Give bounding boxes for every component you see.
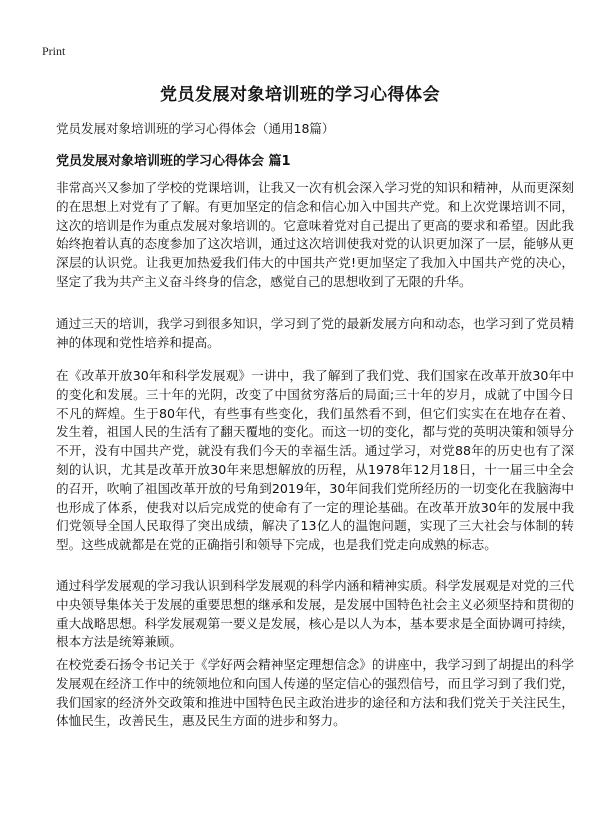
paragraph-3: 在《改革开放30年和科学发展观》一讲中，我了解到了我们党、我们国家在改革开放30年中的变化和发展。三十年的光阴，改变了中国贫穷落后的局面;三十年的岁月，成就了中国今日不凡的辉煌。生于80年代，有些事有些变化，我们虽然看不到，但它们实实在在地存在着、发生着，祖国人民的生活有了翻天覆地的变化。而这一切的变化，都与党的英明决策和领导分不开，没有中国共产党，就没有我们今天的幸福生活。通过学习，对党88年的历史也有了深刻的认识，尤其是改革开放30年来思想解放的历程，从1978年12月18日，十一届三中全会的召开，吹响了祖国改革开放的号角到2019年，30年间我们党所经历的一切变化在我脑海中也形成了体系，使我对以后完成党的使命有了一定的理论基础。在改革开放30年的发展中我们党领导全国人民取得了突出成绩，解决了13亿人的温饱问题，实现了三大社会与体制的转型。这些成就都是在党的正确指引和领导下完成，也是我们党走向成熟的标志。: [56, 368, 574, 553]
paragraph-2: 通过三天的培训，我学习到很多知识，学习到了党的最新发展方向和动态，也学习到了党员精神的体现和党性培养和提高。: [56, 316, 574, 350]
page-title: 党员发展对象培训班的学习心得体会: [160, 85, 440, 105]
paragraph-4: 通过科学发展观的学习我认识到科学发展观的科学内涵和精神实质。科学发展观是对党的三代中央领导集体关于发展的重要思想的继承和发展，是发展中国特色社会主义必须坚持和贯彻的重大战略思想。科学发展观第一要义是发展，核心是以人为本，基本要求是全面协调可持续，根本方法是统筹兼顾。: [56, 578, 574, 650]
document-subtitle: 党员发展对象培训班的学习心得体会（通用18篇）: [56, 121, 335, 136]
print-label: Print: [42, 44, 66, 58]
section-heading: 党员发展对象培训班的学习心得体会 篇1: [56, 154, 291, 169]
paragraph-1: 非常高兴又参加了学校的党课培训，让我又一次有机会深入学习党的知识和精神，从而更深刻的在思想上对党有了了解。有更加坚定的信念和信心加入中国共产党。和上次党课培训不同，这次的培训是作为重点发展对象培训的。它意味着党对自己提出了更高的要求和希望。因此我始终抱着认真的态度参加了这次培训，通过这次培训使我对党的认识更加深了一层，能够从更深层的认识党。让我更加热爱我们伟大的中国共产党!更加坚定了我加入中国共产党的决心，坚定了我为共产主义奋斗终身的信念，感觉自己的思想收到了无限的升华。: [56, 180, 574, 289]
paragraph-5: 在校党委石扬令书记关于《学好两会精神坚定理想信念》的讲座中，我学习到了胡提出的科学发展观在经济工作中的统领地位和向国人传递的坚定信心的强烈信号，而且学习到了我们党，我们国家的经济外交政策和推进中国特色民主政治进步的途径和方法和我们党关于关注民生，体恤民生，改善民生，惠及民生方面的进步和努力。: [56, 657, 574, 729]
